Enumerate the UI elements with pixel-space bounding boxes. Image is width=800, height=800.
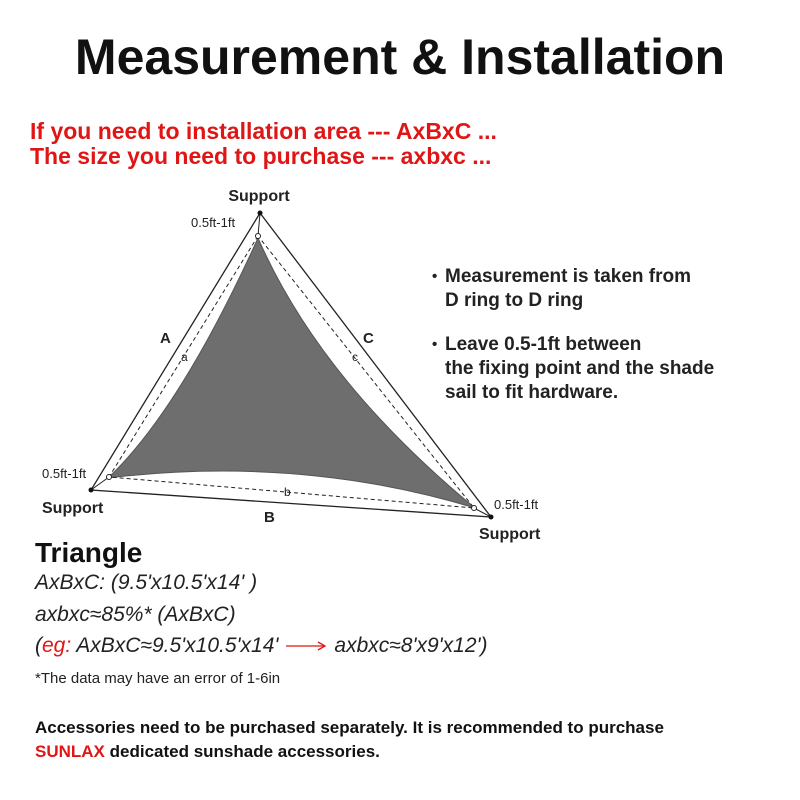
- installation-area-line: If you need to installation area --- AxBxC ...: [30, 118, 497, 144]
- bullet-dot: •: [432, 336, 438, 353]
- left-gap-label: 0.5ft-1ft: [42, 466, 87, 481]
- bullet-line: Measurement is taken from: [445, 266, 692, 287]
- shape-heading: Triangle: [35, 537, 143, 568]
- side-label-c: c: [352, 350, 358, 364]
- page-title: Measurement & Installation: [74, 29, 726, 85]
- accessories-note: [35, 716, 795, 764]
- left-support-point: [89, 488, 94, 493]
- side-label-B: B: [264, 509, 275, 526]
- right-support-point: [489, 515, 494, 520]
- bullet-line: Leave 0.5-1ft between: [445, 334, 642, 355]
- example-purchase-size: axbxc≈8'x9'x12'): [334, 634, 488, 657]
- top-support-label: Support: [228, 188, 290, 205]
- side-label-a: a: [181, 350, 188, 364]
- bullet-text: [445, 333, 714, 405]
- example-installation-size: AxBxC≈9.5'x10.5'x14': [71, 634, 279, 657]
- bullet-spacing: [432, 333, 772, 405]
- accessories-text: Accessories need to be purchased separately. It is recommended to purchase: [35, 718, 664, 737]
- side-label-A: A: [160, 330, 171, 347]
- right-arrow-icon: [284, 640, 328, 652]
- ratio-formula: axbxc≈85%* (AxBxC): [35, 603, 236, 626]
- bullet-text: [445, 265, 691, 313]
- right-gap-label: 0.5ft-1ft: [494, 497, 539, 512]
- example-line: [35, 634, 488, 658]
- size-formula: AxBxC: (9.5'x10.5'x14' ): [35, 571, 258, 594]
- left-support-label: Support: [42, 500, 104, 517]
- bullet-dot: •: [432, 268, 438, 285]
- left-d-ring: [107, 475, 112, 480]
- top-gap-label: 0.5ft-1ft: [191, 215, 236, 230]
- bullet-measurement: [432, 265, 772, 313]
- brand-name: SUNLAX: [35, 742, 105, 761]
- right-support-label: Support: [479, 526, 541, 543]
- side-label-C: C: [363, 330, 374, 347]
- accessories-text-end: dedicated sunshade accessories.: [104, 742, 380, 761]
- error-note: *The data may have an error of 1-6in: [35, 670, 281, 687]
- purchase-size-line: The size you need to purchase --- axbxc ...: [30, 143, 492, 169]
- bullet-line: sail to fit hardware.: [445, 382, 619, 403]
- installation-notes: [432, 265, 772, 425]
- bullet-line: the fixing point and the shade: [445, 358, 715, 379]
- top-d-ring: [256, 234, 261, 239]
- top-support-point: [258, 211, 263, 216]
- left-connector: [91, 477, 109, 490]
- example-eg-label: eg:: [42, 634, 72, 657]
- example-open-paren: (: [35, 634, 42, 657]
- side-label-b: b: [284, 485, 291, 499]
- bullet-line: D ring to D ring: [445, 290, 584, 311]
- right-d-ring: [472, 506, 477, 511]
